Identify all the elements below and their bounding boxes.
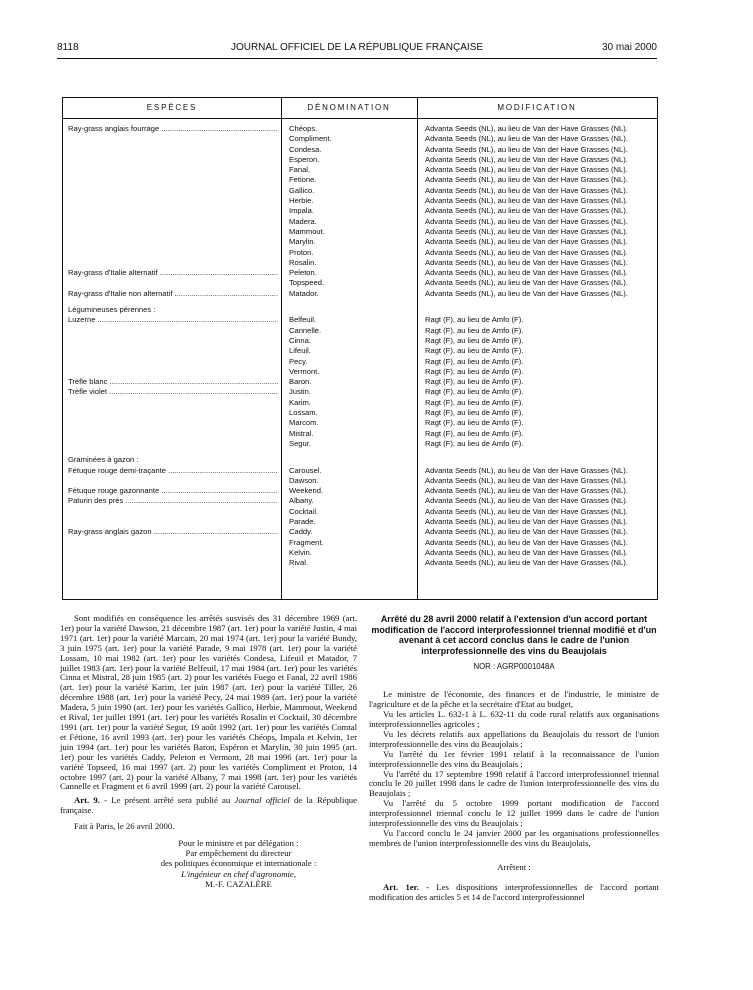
species-cell: Ray-grass anglais fourrage ..... xyxy=(68,124,278,134)
table-row xyxy=(63,377,657,387)
modification-cell: Advanta Seeds (NL), au lieu de Van der Have Grasses (NL). xyxy=(425,288,628,298)
species-cell: Ray-grass d'Italie non alternatif ..... xyxy=(68,289,278,299)
table-header xyxy=(63,98,657,119)
species-cell: Luzerne ..... xyxy=(68,315,278,325)
modification-cell: Ragt (F), au lieu de Amfo (F). xyxy=(425,346,524,356)
varieties-table xyxy=(62,97,658,600)
modification-cell: Advanta Seeds (NL), au lieu de Van der Have Grasses (NL). xyxy=(425,506,628,516)
table-row xyxy=(63,367,657,377)
table-row xyxy=(63,466,657,476)
journal-officiel-ref: Journal officiel xyxy=(234,795,290,806)
denomination-cell: Caddy. xyxy=(289,527,313,537)
denomination-cell: Madera. xyxy=(289,216,317,226)
page-header xyxy=(57,42,657,56)
denomination-cell: Lifeuil. xyxy=(289,346,311,356)
modification-cell: Ragt (F), au lieu de Amfo (F). xyxy=(425,325,524,335)
species-cell: Trèfle blanc ..... xyxy=(68,377,278,387)
denomination-cell: Rosalin. xyxy=(289,257,317,267)
modification-cell: Advanta Seeds (NL), au lieu de Van der Have Grasses (NL). xyxy=(425,268,628,278)
denomination-cell: Esperon. xyxy=(289,154,320,164)
recitals xyxy=(369,690,659,849)
modification-cell: Advanta Seeds (NL), au lieu de Van der Have Grasses (NL). xyxy=(425,486,628,496)
denomination-cell: Lossam. xyxy=(289,408,318,418)
table-row xyxy=(63,507,657,517)
article-1 xyxy=(369,883,659,903)
art1-label: Art. 1er. xyxy=(383,881,419,892)
denomination-cell: Cocktail. xyxy=(289,506,319,516)
journal-title: JOURNAL OFFICIEL DE LA RÉPUBLIQUE FRANÇAISE xyxy=(230,42,484,53)
modification-cell: Advanta Seeds (NL), au lieu de Van der Have Grasses (NL). xyxy=(425,216,628,226)
denomination-cell: Karim. xyxy=(289,397,311,407)
denomination-cell: Gallico. xyxy=(289,185,315,195)
table-row xyxy=(63,496,657,506)
article-9 xyxy=(60,796,357,816)
modification-cell: Advanta Seeds (NL), au lieu de Van der Have Grasses (NL). xyxy=(425,547,628,557)
table-row xyxy=(63,538,657,548)
table-row xyxy=(63,155,657,165)
col-header-modification: MODIFICATION xyxy=(497,103,577,112)
modification-cell: Advanta Seeds (NL), au lieu de Van der Have Grasses (NL). xyxy=(425,185,628,195)
table-row xyxy=(63,278,657,288)
table-row xyxy=(63,429,657,439)
denomination-cell: Marylin. xyxy=(289,237,316,247)
nor-reference: NOR : AGRP0001048A xyxy=(473,662,555,672)
table-row xyxy=(63,558,657,568)
table-row xyxy=(63,387,657,397)
modification-cell: Advanta Seeds (NL), au lieu de Van der Have Grasses (NL). xyxy=(425,165,628,175)
modification-cell: Advanta Seeds (NL), au lieu de Van der Have Grasses (NL). xyxy=(425,257,628,267)
table-row xyxy=(63,418,657,428)
modification-cell: Advanta Seeds (NL), au lieu de Van der Have Grasses (NL). xyxy=(425,134,628,144)
modification-cell: Ragt (F), au lieu de Amfo (F). xyxy=(425,418,524,428)
signature-line: Pour le ministre et par délégation : xyxy=(178,838,299,849)
denomination-cell: Parade. xyxy=(289,516,316,526)
denomination-cell: Pecy. xyxy=(289,356,308,366)
art9-text-end: de la République française. xyxy=(60,795,358,816)
modification-cell: Ragt (F), au lieu de Amfo (F). xyxy=(425,315,524,325)
col-header-especes: ESPÈCES xyxy=(146,103,198,112)
modification-cell: Advanta Seeds (NL), au lieu de Van der Have Grasses (NL). xyxy=(425,206,628,216)
modification-cell: Advanta Seeds (NL), au lieu de Van der Have Grasses (NL). xyxy=(425,196,628,206)
species-cell: Graminées à gazon : xyxy=(68,455,139,465)
modification-cell: Advanta Seeds (NL), au lieu de Van der Have Grasses (NL). xyxy=(425,154,628,164)
denomination-cell: Weekend. xyxy=(289,486,324,496)
table-row xyxy=(63,227,657,237)
modification-cell: Ragt (F), au lieu de Amfo (F). xyxy=(425,335,524,345)
modification-cell: Advanta Seeds (NL), au lieu de Van der Have Grasses (NL). xyxy=(425,516,628,526)
table-row xyxy=(63,196,657,206)
table-row xyxy=(63,326,657,336)
art1-text: - Les dispositions interprofessionnelles de l'accord portant modification des articles 5 et 14 de l'accord interprofessionnel xyxy=(369,881,659,902)
denomination-cell: Fetione. xyxy=(289,175,317,185)
col-header-denomination: DÉNOMINATION xyxy=(307,103,391,112)
species-cell: Paturin des prés ..... xyxy=(68,496,278,506)
signature-line: Par empêchement du directeur xyxy=(185,848,292,859)
modification-cell: Ragt (F), au lieu de Amfo (F). xyxy=(425,438,524,448)
modification-cell: Ragt (F), au lieu de Amfo (F). xyxy=(425,428,524,438)
table-row xyxy=(63,408,657,418)
table-row xyxy=(63,398,657,408)
modification-cell: Advanta Seeds (NL), au lieu de Van der Have Grasses (NL). xyxy=(425,496,628,506)
table-row xyxy=(63,145,657,155)
modification-cell: Ragt (F), au lieu de Amfo (F). xyxy=(425,387,524,397)
table-row xyxy=(63,289,657,299)
denomination-cell: Carousel. xyxy=(289,465,322,475)
denomination-cell: Topspeed. xyxy=(289,278,325,288)
issue-date: 30 mai 2000 xyxy=(601,42,657,53)
table-row xyxy=(63,268,657,278)
recital-paragraph: Vu l'accord conclu le 24 janvier 2000 par les organisations professionnelles membres de l'union interprofessionnelle des vins du Beaujolais, xyxy=(369,827,659,848)
amendments-paragraph: Sont modifiés en conséquence les arrêtés susvisés des 31 décembre 1969 (art. 1er) pour la variété Dawson, 21 décembre 1987 (art. 1er) pour la variété Justin, 4 mai 1971 (art. 1er) pour la variété Marcam, 20 mai 1974 (art. 1er) pour la variété Bundy, 3 juin 1975 (art. 1er) pour la variété Parade, 9 mai 1978 (art. 1er) pour la variété Lossam, 10 mai 1982 (art. 1er) pour les variétés Condesa, Lifeuil et Matador, 7 juillet 1983 (art. 1er) pour la variété Belfeuil, 17 mai 1984 (art. 1er) pour les variétés Cinna et Mistral, 28 juin 1985 (art. 2) pour les variétés Fuego et Fanal, 22 avril 1986 (art. 1er) pour la variété Karim, 1er juin 1987 (art. 1er) pour la variété Tiller, 26 décembre 1988 (art. 1er) pour la variété Pecy, 24 mai 1989 (art. 1er) pour la variété Madera, 5 juin 1990 (art. 1er) pour les variétés Gallico, Herbie, Mammout, Weekend et Rival, 1er juillet 1991 (art. 1er) pour les variétés Rosalin et Cocktail, 30 décembre 1991 (art. 1er) pour la variété Segur, 19 août 1992 (art. 1er) pour les variétés Comtal et Fétione, 16 avril 1993 (art. 1er) pour les variétés Chéops, Impala et Kelvin, 1er juin 1994 (art. 1er) pour les variétés Baron, Espéron et Marylin, 30 juin 1995 (art. 1er) pour les variétés Caddy, Peleton et Vermont, 28 mai 1996 (art. 1er) pour la variété Topseed, 16 mai 1997 (art. 2) pour les variétés Compliment et Proton, 14 octobre 1997 (art. 2) pour la variété Albany, 7 mai 1998 (art. 1er) pour les variétés Cannelle et Fragment et 6 avril 1999 (art. 2) pour la variété Carousel. xyxy=(60,613,357,792)
denomination-cell: Justin. xyxy=(289,387,311,397)
species-cell: Trèfle violet ..... xyxy=(68,387,278,397)
denomination-cell: Chéops. xyxy=(289,124,318,133)
modification-cell: Advanta Seeds (NL), au lieu de Van der Have Grasses (NL). xyxy=(425,278,628,288)
left-column xyxy=(60,614,357,889)
decree-title: Arrêté du 28 avril 2000 relatif à l'extension d'un accord portant modification de l'accord interprofessionnel triennal modifié et d'un avenant à cet accord conclus dans le cadre de l'union interprofessionnelle des vins du Beaujolais xyxy=(371,614,657,656)
denomination-cell: Compliment. xyxy=(289,134,332,144)
modification-cell: Advanta Seeds (NL), au lieu de Van der Have Grasses (NL). xyxy=(425,527,628,537)
right-column xyxy=(369,614,659,903)
species-cell: Ray-grass d'Italie alternatif ..... xyxy=(68,268,278,278)
table-row xyxy=(63,124,657,134)
denomination-cell: Vermont. xyxy=(289,366,320,376)
page-number: 8118 xyxy=(57,42,79,53)
denomination-cell: Fragment. xyxy=(289,537,324,547)
table-row xyxy=(63,357,657,367)
denomination-cell: Herbie. xyxy=(289,196,314,206)
table-row xyxy=(63,248,657,258)
modification-cell: Ragt (F), au lieu de Amfo (F). xyxy=(425,397,524,407)
recital-paragraph: Vu l'arrêté du 17 septembre 1998 relatif à l'accord interprofessionnel triennal conclu le 20 juillet 1998 dans le cadre de l'union interprofessionnelle des vins du Beaujolais ; xyxy=(369,768,659,799)
table-row xyxy=(63,165,657,175)
table-row xyxy=(63,346,657,356)
modification-cell: Advanta Seeds (NL), au lieu de Van der Have Grasses (NL). xyxy=(425,475,628,485)
denomination-cell: Belfeuil. xyxy=(289,315,317,325)
species-cell: Légumineuses pérennes : xyxy=(68,305,156,315)
modification-cell: Ragt (F), au lieu de Amfo (F). xyxy=(425,366,524,376)
table-body xyxy=(63,124,657,568)
table-row xyxy=(63,486,657,496)
table-row xyxy=(63,455,657,465)
denomination-cell: Albany. xyxy=(289,496,314,506)
modification-cell: Ragt (F), au lieu de Amfo (F). xyxy=(425,408,524,418)
recital-paragraph: Le ministre de l'économie, des finances et de l'industrie, le ministre de l'agriculture et de la pêche et la secrétaire d'Etat au budget, xyxy=(369,689,659,710)
denomination-cell: Kelvin. xyxy=(289,547,312,557)
denomination-cell: Baron. xyxy=(289,377,312,387)
denomination-cell: Mammout. xyxy=(289,226,325,236)
denomination-cell: Impala. xyxy=(289,206,314,216)
table-row xyxy=(63,439,657,449)
modification-cell: Advanta Seeds (NL), au lieu de Van der Have Grasses (NL). xyxy=(425,175,628,185)
art9-text: - Le présent arrêté sera publié au xyxy=(99,795,235,806)
modification-cell: Advanta Seeds (NL), au lieu de Van der Have Grasses (NL). xyxy=(425,537,628,547)
table-row xyxy=(63,517,657,527)
denomination-cell: Condesa. xyxy=(289,144,322,154)
signature-line: L'ingénieur en chef d'agronomie, xyxy=(181,868,296,879)
modification-cell: Advanta Seeds (NL), au lieu de Van der Have Grasses (NL). xyxy=(425,226,628,236)
table-row xyxy=(63,134,657,144)
denomination-cell: Matador. xyxy=(289,288,319,298)
modification-cell: Advanta Seeds (NL), au lieu de Van der Have Grasses (NL). xyxy=(425,124,628,133)
table-row xyxy=(63,237,657,247)
modification-cell: Ragt (F), au lieu de Amfo (F). xyxy=(425,356,524,366)
denomination-cell: Mistral. xyxy=(289,428,314,438)
species-cell: Ray-grass anglais gazon ..... xyxy=(68,527,278,537)
denomination-cell: Dawson. xyxy=(289,475,319,485)
table-row xyxy=(63,206,657,216)
table-row xyxy=(63,476,657,486)
denomination-cell: Proton. xyxy=(289,247,314,257)
table-row xyxy=(63,258,657,268)
denomination-cell: Cinna. xyxy=(289,335,311,345)
table-row xyxy=(63,315,657,325)
art9-label: Art. 9. xyxy=(74,795,100,806)
denomination-cell: Marcom. xyxy=(289,418,319,428)
modification-cell: Advanta Seeds (NL), au lieu de Van der Have Grasses (NL). xyxy=(425,558,628,568)
table-row xyxy=(63,305,657,315)
signature-block xyxy=(60,838,357,889)
denomination-cell: Rival. xyxy=(289,558,308,568)
denomination-cell: Peleton. xyxy=(289,268,317,278)
modification-cell: Ragt (F), au lieu de Amfo (F). xyxy=(425,377,524,387)
table-row xyxy=(63,336,657,346)
table-row xyxy=(63,186,657,196)
done-at: Fait à Paris, le 26 avril 2000. xyxy=(74,821,175,832)
recital-paragraph: Vu l'arrêté du 1er février 1991 relatif à la reconnaissance de l'union interprofessionnelle des vins du Beaujolais ; xyxy=(369,748,659,769)
denomination-cell: Segur. xyxy=(289,438,311,448)
modification-cell: Advanta Seeds (NL), au lieu de Van der Have Grasses (NL). xyxy=(425,237,628,247)
recital-paragraph: Vu les décrets relatifs aux appellations du Beaujolais du ressort de l'union interprofessionnelle des vins du Beaujolais ; xyxy=(369,728,659,749)
recital-paragraph: Vu les articles L. 632-1 à L. 632-11 du code rural relatifs aux organisations interprofessionnelles agricoles ; xyxy=(369,709,659,729)
modification-cell: Advanta Seeds (NL), au lieu de Van der Have Grasses (NL). xyxy=(425,465,628,475)
table-row xyxy=(63,527,657,537)
table-row xyxy=(63,548,657,558)
signature-line: des politiques économique et internationale : xyxy=(160,858,317,869)
species-cell: Fétuque rouge demi-traçante ..... xyxy=(68,466,278,476)
arretent: Arrêtent : xyxy=(497,861,531,872)
denomination-cell: Cannelle. xyxy=(289,325,322,335)
modification-cell: Advanta Seeds (NL), au lieu de Van der Have Grasses (NL). xyxy=(425,144,628,154)
denomination-cell: Fanal. xyxy=(289,165,311,175)
header-rule xyxy=(57,58,657,59)
modification-cell: Advanta Seeds (NL), au lieu de Van der Have Grasses (NL). xyxy=(425,247,628,257)
species-cell: Fétuque rouge gazonnante ..... xyxy=(68,486,278,496)
table-row xyxy=(63,217,657,227)
signatory-name: M.-F. CAZALÈRE xyxy=(205,878,272,889)
table-row xyxy=(63,175,657,185)
recital-paragraph: Vu l'arrêté du 5 octobre 1999 portant modification de l'accord interprofessionnel triennal conclu le 12 juillet 1999 dans le cadre de l'union interprofessionnelle des vins du Beaujolais ; xyxy=(369,798,659,829)
